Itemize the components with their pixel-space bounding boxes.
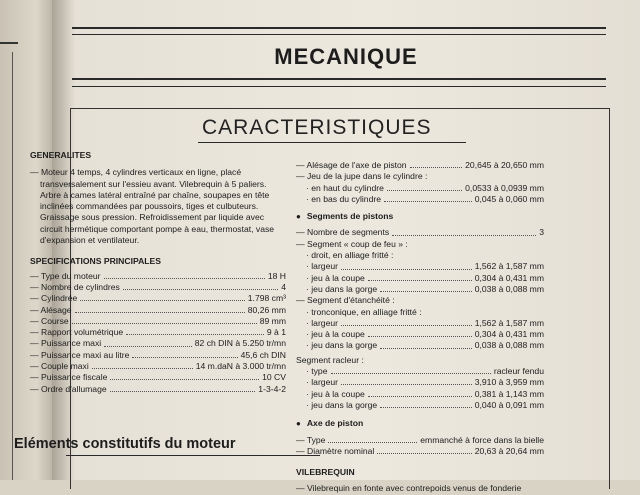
row-label: — Alésage — [30, 304, 72, 315]
row-value: 1,562 à 1,587 mm — [474, 261, 544, 272]
spec-row — [30, 350, 286, 361]
coup-de-feu-label: — Segment « coup de feu » : — [296, 238, 408, 249]
etancheite-label: — Segment d'étanchéité : — [296, 295, 395, 306]
row-label: · type — [306, 366, 328, 377]
row-value: 3 — [539, 227, 544, 238]
etancheite-row — [306, 340, 544, 351]
spec-row — [30, 316, 286, 327]
axe-row — [296, 446, 544, 457]
coup-de-feu-row — [306, 273, 544, 284]
axe-row — [296, 435, 544, 446]
row-value: 0,0533 à 0,0939 mm — [465, 182, 544, 193]
spec-row — [30, 361, 286, 372]
right-column — [296, 160, 544, 495]
spec-row — [30, 293, 286, 304]
elements-heading-rule — [66, 455, 320, 456]
row-value: 3,910 à 3,959 mm — [474, 377, 544, 388]
row-label: — Puissance maxi au litre — [30, 349, 130, 360]
row-label: · en haut du cylindre — [306, 182, 384, 193]
row-label: — Nombre de cylindres — [30, 281, 120, 292]
row-value: 1.798 cm³ — [247, 293, 286, 304]
spec-row — [30, 372, 286, 383]
row-value: 20,645 à 20,650 mm — [465, 160, 544, 170]
generalites-text: — Moteur 4 temps, 4 cylindres verticaux en ligne, placé transversalement sur l'essieu avant. Vilebrequin à 5 paliers. Arbre à cames latéral entraîné par chaîne, soupapes en tête inclinées commandées par poussoirs, tiges et culbuteurs. Graissage sous pression. Refroidissement par liquide avec circuit hermétique comportant pompe à eau, thermostat, vase d'expansion et ventilateur. — [30, 167, 275, 246]
row-label: — Alésage de l'axe de piston — [296, 160, 407, 170]
row-label: · jeu à la coupe — [306, 272, 365, 283]
row-value: 10 CV — [262, 372, 286, 383]
specifications-list — [30, 271, 286, 395]
row-value: 45,6 ch DIN — [240, 349, 286, 360]
row-value: 1,562 à 1,587 mm — [474, 317, 544, 328]
row-value: 0,040 à 0,091 mm — [474, 399, 544, 410]
spec-row — [30, 305, 286, 316]
jeu-jupe-row — [306, 194, 544, 205]
coup-de-feu-row — [306, 261, 544, 272]
etancheite-row — [306, 329, 544, 340]
row-label: — Cylindrée — [30, 293, 78, 304]
row-label: · jeu dans la gorge — [306, 399, 378, 410]
spec-row — [30, 327, 286, 338]
elements-heading: Eléments constitutifs du moteur — [14, 436, 236, 452]
vilebrequin-text: — Vilebrequin en fonte avec contrepoids venus de fonderie — [296, 483, 522, 494]
row-label: — Course — [30, 315, 69, 326]
page-title: MECANIQUE — [274, 44, 418, 69]
axe-heading: ● Axe de piston — [296, 418, 544, 429]
section-title-rule — [198, 142, 466, 143]
adjacent-page-frame — [0, 52, 13, 480]
row-label: — Type — [296, 434, 326, 445]
row-value: 14 m.daN à 3.000 tr/mn — [195, 361, 286, 372]
row-value: 18 H — [267, 270, 286, 281]
row-label: — Rapport volumétrique — [30, 327, 124, 338]
row-label: — Couple maxi — [30, 361, 89, 372]
segments-heading: ● Segments de pistons — [296, 211, 544, 222]
row-label: — Diamètre nominal — [296, 445, 375, 456]
section-title: CARACTERISTIQUES — [202, 116, 432, 139]
row-value: 82 ch DIN à 5.250 tr/mn — [194, 338, 286, 349]
row-value: 80,26 mm — [247, 304, 286, 315]
racleur-row — [306, 366, 544, 377]
generalites-heading: GENERALITES — [30, 150, 92, 160]
jeu-jupe-label: — Jeu de la jupe dans le cylindre : — [296, 171, 428, 182]
alesage-axe-row — [296, 160, 544, 171]
nombre-segments-row — [296, 227, 544, 238]
row-label: · jeu à la coupe — [306, 388, 365, 399]
specifications-heading: SPECIFICATIONS PRINCIPALES — [30, 256, 161, 267]
etancheite-list — [296, 318, 544, 352]
row-value: 9 à 1 — [266, 327, 286, 338]
row-value: 0,381 à 1,143 mm — [474, 388, 544, 399]
axe-list — [296, 435, 544, 458]
row-value: 1-3-4-2 — [258, 383, 286, 394]
row-label: · jeu dans la gorge — [306, 283, 378, 294]
spec-row — [30, 282, 286, 293]
jeu-jupe-row — [306, 183, 544, 194]
row-label: — Puissance maxi — [30, 338, 102, 349]
racleur-list — [296, 366, 544, 411]
left-column — [30, 150, 286, 395]
row-value: 0,304 à 0,431 mm — [474, 329, 544, 340]
row-value: racleur fendu — [493, 366, 544, 377]
row-value: emmanché à force dans la bielle — [420, 434, 544, 445]
coup-de-feu-row — [306, 284, 544, 295]
top-rule — [72, 27, 606, 29]
row-label: · en bas du cylindre — [306, 193, 381, 204]
row-label: · largeur — [306, 377, 338, 388]
racleur-row — [306, 400, 544, 411]
title-rule — [72, 78, 606, 80]
etancheite-row — [306, 318, 544, 329]
coup-de-feu-list — [296, 261, 544, 295]
racleur-row — [306, 377, 544, 388]
spec-row — [30, 384, 286, 395]
racleur-label: Segment racleur : — [296, 354, 364, 365]
row-label: — Ordre d'allumage — [30, 383, 107, 394]
row-value: 0,304 à 0,431 mm — [474, 272, 544, 283]
coup-de-feu-sub: · droit, en alliage fritté : — [306, 250, 394, 261]
row-label: — Puissance fiscale — [30, 372, 108, 383]
row-value: 4 — [281, 281, 286, 292]
row-label: · largeur — [306, 317, 338, 328]
etancheite-sub: · tronconique, en alliage fritté : — [306, 306, 422, 317]
row-label: · largeur — [306, 261, 338, 272]
row-label: · jeu à la coupe — [306, 329, 365, 340]
vilebrequin-heading: VILEBREQUIN — [296, 467, 355, 478]
row-value: 0,045 à 0,060 mm — [474, 193, 544, 204]
row-value: 0,038 à 0,088 mm — [474, 340, 544, 351]
jeu-jupe-list — [296, 183, 544, 206]
spec-row — [30, 271, 286, 282]
row-label: — Type du moteur — [30, 270, 101, 281]
title-rule-thin — [72, 86, 606, 87]
row-label: · jeu dans la gorge — [306, 340, 378, 351]
row-value: 0,038 à 0,088 mm — [474, 283, 544, 294]
adjacent-page-rule — [0, 42, 18, 44]
row-label: — Nombre de segments — [296, 227, 390, 238]
row-value: 20,63 à 20,64 mm — [474, 445, 544, 456]
row-value: 89 mm — [259, 315, 286, 326]
top-rule-thin — [72, 34, 606, 35]
racleur-row — [306, 389, 544, 400]
spec-row — [30, 338, 286, 349]
